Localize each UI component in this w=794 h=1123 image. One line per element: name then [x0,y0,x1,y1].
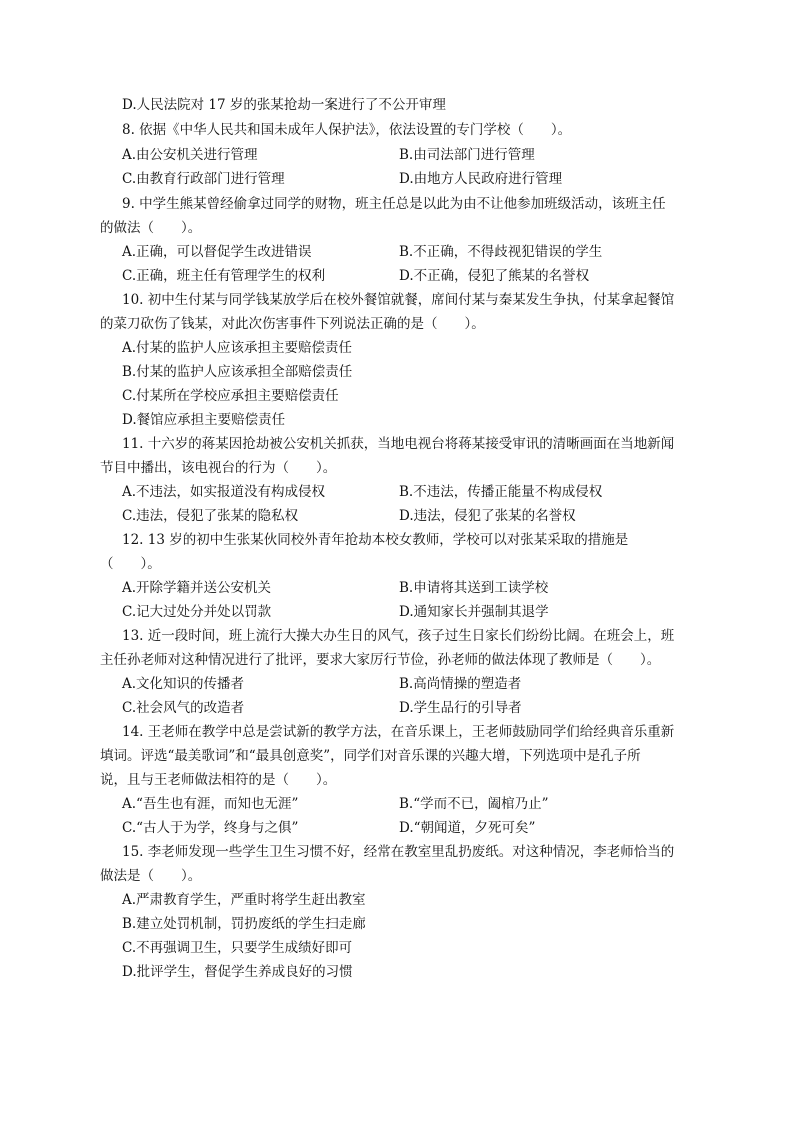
q15-stem-line2: 做法是（ ）。 [100,868,202,884]
q9-option-a: A.正确，可以督促学生改进错误 [122,244,312,260]
q11-option-b: B.不违法，传播正能量不构成侵权 [399,484,603,500]
q10-stem-line2: 的菜刀砍伤了钱某，对此次伤害事件下列说法正确的是（ ）。 [100,316,485,332]
q11-stem-line1: 11. 十六岁的蒋某因抢劫被公安机关抓获，当地电视台将蒋某接受审讯的清晰画面在当地新闻 [122,436,675,452]
q14-option-a: A.“吾生也有涯，而知也无涯” [122,796,299,812]
q14-option-b: B.“学而不已，阖棺乃止” [399,796,549,812]
q10-option-c: C.付某所在学校应承担主要赔偿责任 [122,388,339,404]
q12-option-d: D.通知家长并强制其退学 [399,604,549,620]
q14-stem-line1: 14. 王老师在教学中总是尝试新的教学方法，在音乐课上，王老师鼓励同学们给经典音乐重新 [122,724,675,740]
q11-option-a: A.不违法，如实报道没有构成侵权 [122,484,326,500]
q10-stem-line1: 10. 初中生付某与同学钱某放学后在校外餐馆就餐，席间付某与秦某发生争执，付某拿起餐馆 [122,292,675,308]
q15-option-c: C.不再强调卫生，只要学生成绩好即可 [122,940,353,956]
q13-stem-line1: 13. 近一段时间，班上流行大操大办生日的风气，孩子过生日家长们纷纷比阔。在班会上，班 [122,628,675,644]
q12-option-a: A.开除学籍并送公安机关 [122,580,272,596]
q10-option-d: D.餐馆应承担主要赔偿责任 [122,412,286,428]
q13-option-a: A.文化知识的传播者 [122,676,245,692]
q13-option-d: D.学生品行的引导者 [399,700,522,716]
q9-option-b: B.不正确，不得歧视犯错误的学生 [399,244,603,260]
q9-option-d: D.不正确，侵犯了熊某的名誉权 [399,268,590,284]
q14-stem-line3: 说，且与王老师做法相符的是（ ）。 [100,772,337,788]
q11-option-c: C.违法，侵犯了张某的隐私权 [122,508,299,524]
q8-stem: 8. 依据《中华人民共和国未成年人保护法》，依法设置的专门学校（ ）。 [122,122,572,138]
q14-option-c: C.“古人于为学，终身与之俱” [122,820,299,836]
q8-option-d: D.由地方人民政府进行管理 [399,171,563,187]
q8-option-a: A.由公安机关进行管理 [122,147,258,163]
q11-option-d: D.违法，侵犯了张某的名誉权 [399,508,576,524]
q14-option-d: D.“朝闻道，夕死可矣” [399,820,536,836]
q9-option-c: C.正确，班主任有管理学生的权利 [122,268,326,284]
q10-option-a: A.付某的监护人应该承担主要赔偿责任 [122,340,353,356]
q9-stem-line2: 的做法（ ）。 [100,220,202,236]
q11-stem-line2: 节目中播出，该电视台的行为（ ）。 [100,460,337,476]
q8-option-b: B.由司法部门进行管理 [399,147,535,163]
q12-stem-line1: 12. 13 岁的初中生张某伙同校外青年抢劫本校女教师，学校可以对张某采取的措施是 [122,532,629,548]
q13-stem-line2: 主任孙老师对这种情况进行了批评，要求大家厉行节俭，孙老师的做法体现了教师是（ ）。 [100,652,661,668]
q12-option-b: B.申请将其送到工读学校 [399,580,549,596]
q13-option-b: B.高尚情操的塑造者 [399,676,522,692]
q8-option-c: C.由教育行政部门进行管理 [122,171,285,187]
q15-option-b: B.建立处罚机制，罚扔废纸的学生扫走廊 [122,916,366,932]
q10-option-b: B.付某的监护人应该承担全部赔偿责任 [122,364,353,380]
q9-stem-line1: 9. 中学生熊某曾经偷拿过同学的财物，班主任总是以此为由不让他参加班级活动，该班主任 [122,196,666,212]
q14-stem-line2: 填词。评选“最美歌词”和“最具创意奖”，同学们对音乐课的兴趣大增，下列选项中是孔子所 [100,748,641,764]
q12-stem-line2: （ ）。 [100,556,161,572]
q15-stem-line1: 15. 李老师发现一些学生卫生习惯不好，经常在教室里乱扔废纸。对这种情况，李老师恰当的 [122,844,675,860]
q7-option-d: D.人民法院对 17 岁的张某抢劫一案进行了不公开审理 [122,97,446,113]
q15-option-d: D.批评学生，督促学生养成良好的习惯 [122,964,353,980]
q13-option-c: C.社会风气的改造者 [122,700,245,716]
q12-option-c: C.记大过处分并处以罚款 [122,604,272,620]
q15-option-a: A.严肃教育学生，严重时将学生赶出教室 [122,892,366,908]
